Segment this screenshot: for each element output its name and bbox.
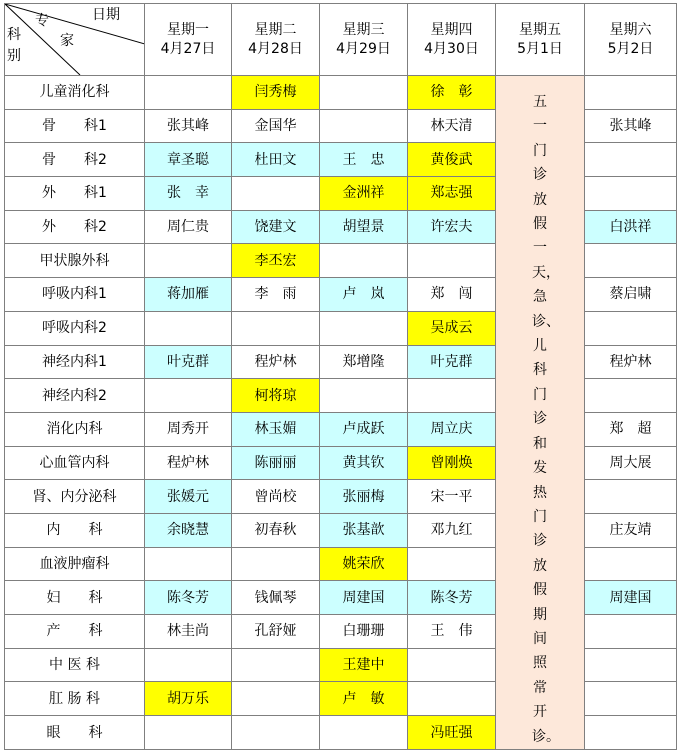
doctor-cell (145, 244, 232, 278)
doctor-cell (232, 716, 320, 750)
department-cell: 血液肿瘤科 (5, 547, 145, 581)
corner-expert-char1: 专 (35, 13, 49, 29)
doctor-cell (585, 143, 677, 177)
department-cell: 肛 肠 科 (5, 682, 145, 716)
doctor-cell (408, 244, 496, 278)
doctor-cell (320, 716, 408, 750)
doctor-cell (320, 109, 408, 143)
doctor-cell: 余晓慧 (145, 513, 232, 547)
date-label: 4月30日 (424, 40, 479, 57)
doctor-cell (585, 311, 677, 345)
doctor-cell: 孔舒娅 (232, 615, 320, 649)
doctor-cell: 初春秋 (232, 513, 320, 547)
doctor-cell: 王 忠 (320, 143, 408, 177)
doctor-cell: 林天清 (408, 109, 496, 143)
doctor-cell: 周建国 (585, 581, 677, 615)
doctor-cell: 王建中 (320, 648, 408, 682)
doctor-cell (145, 547, 232, 581)
department-cell: 骨 科1 (5, 109, 145, 143)
doctor-cell (585, 379, 677, 413)
corner-date-label: 日期 (92, 7, 120, 23)
doctor-cell: 柯将琼 (232, 379, 320, 413)
doctor-cell: 闫秀梅 (232, 76, 320, 110)
doctor-cell: 蔡启啸 (585, 278, 677, 312)
weekday-label: 星期六 (609, 21, 652, 38)
department-cell: 骨 科2 (5, 143, 145, 177)
doctor-cell (145, 379, 232, 413)
doctor-cell (320, 311, 408, 345)
weekday-label: 星期五 (519, 21, 561, 38)
day-header-6 (585, 4, 677, 76)
doctor-cell (145, 716, 232, 750)
corner-expert-char2: 家 (60, 33, 74, 49)
doctor-cell (585, 615, 677, 649)
doctor-cell: 程炉林 (585, 345, 677, 379)
doctor-cell: 胡万乐 (145, 682, 232, 716)
doctor-cell: 陈冬芳 (145, 581, 232, 615)
doctor-cell: 郑志强 (408, 177, 496, 211)
corner-subject-char2: 别 (7, 48, 21, 64)
doctor-cell: 章圣聪 (145, 143, 232, 177)
doctor-cell (408, 379, 496, 413)
doctor-cell: 金国华 (232, 109, 320, 143)
department-cell: 妇 科 (5, 581, 145, 615)
doctor-cell: 李 雨 (232, 278, 320, 312)
department-cell: 神经内科1 (5, 345, 145, 379)
doctor-cell: 郑 超 (585, 412, 677, 446)
doctor-cell (320, 76, 408, 110)
doctor-cell (585, 76, 677, 110)
department-cell: 中 医 科 (5, 648, 145, 682)
doctor-cell: 邓九红 (408, 513, 496, 547)
doctor-cell: 饶建文 (232, 210, 320, 244)
header-row (5, 4, 677, 76)
doctor-cell: 冯旺强 (408, 716, 496, 750)
doctor-cell: 张其峰 (145, 109, 232, 143)
doctor-cell: 曾尚校 (232, 480, 320, 514)
doctor-cell (408, 682, 496, 716)
doctor-cell: 郑增隆 (320, 345, 408, 379)
doctor-cell (232, 177, 320, 211)
doctor-cell (232, 682, 320, 716)
doctor-cell: 黄俊武 (408, 143, 496, 177)
date-label: 5月2日 (607, 40, 654, 57)
department-cell: 甲状腺外科 (5, 244, 145, 278)
department-cell: 心血管内科 (5, 446, 145, 480)
doctor-cell: 周仁贵 (145, 210, 232, 244)
doctor-cell: 张媛元 (145, 480, 232, 514)
doctor-cell: 陈冬芳 (408, 581, 496, 615)
doctor-cell (585, 480, 677, 514)
doctor-cell (320, 244, 408, 278)
doctor-cell: 宋一平 (408, 480, 496, 514)
date-label: 5月1日 (517, 40, 563, 57)
doctor-cell: 曾刚焕 (408, 446, 496, 480)
doctor-cell: 程炉林 (145, 446, 232, 480)
day-header-2 (232, 4, 320, 76)
weekday-label: 星期二 (254, 21, 297, 38)
doctor-cell: 郑 闯 (408, 278, 496, 312)
doctor-cell: 叶克群 (408, 345, 496, 379)
day-header-1 (145, 4, 232, 76)
friday-holiday-cell (496, 76, 585, 750)
doctor-cell: 许宏夫 (408, 210, 496, 244)
department-cell: 肾、内分泌科 (5, 480, 145, 514)
department-cell: 神经内科2 (5, 379, 145, 413)
department-cell: 儿童消化科 (5, 76, 145, 110)
department-cell: 内 科 (5, 513, 145, 547)
doctor-cell (408, 648, 496, 682)
doctor-cell: 白珊珊 (320, 615, 408, 649)
department-cell: 外 科1 (5, 177, 145, 211)
department-cell: 呼吸内科2 (5, 311, 145, 345)
schedule-body (5, 4, 677, 750)
doctor-cell: 林圭尚 (145, 615, 232, 649)
doctor-cell: 徐 彰 (408, 76, 496, 110)
doctor-cell: 周秀开 (145, 412, 232, 446)
doctor-cell: 张其峰 (585, 109, 677, 143)
doctor-cell: 周建国 (320, 581, 408, 615)
weekday-label: 星期三 (342, 21, 385, 38)
day-header-3 (320, 4, 408, 76)
doctor-cell: 张丽梅 (320, 480, 408, 514)
doctor-cell: 李丕宏 (232, 244, 320, 278)
doctor-cell: 胡望景 (320, 210, 408, 244)
doctor-cell (145, 76, 232, 110)
doctor-cell (585, 648, 677, 682)
doctor-cell: 林玉媚 (232, 412, 320, 446)
day-header-4 (408, 4, 496, 76)
doctor-cell: 张 幸 (145, 177, 232, 211)
doctor-cell: 钱佩琴 (232, 581, 320, 615)
doctor-cell: 庄友靖 (585, 513, 677, 547)
doctor-cell (585, 682, 677, 716)
doctor-cell: 吴成云 (408, 311, 496, 345)
department-cell: 产 科 (5, 615, 145, 649)
doctor-cell (408, 547, 496, 581)
doctor-cell: 张基歆 (320, 513, 408, 547)
doctor-cell (145, 311, 232, 345)
doctor-cell (232, 648, 320, 682)
department-cell: 消化内科 (5, 412, 145, 446)
table-row (5, 76, 677, 110)
clinic-schedule-table (4, 3, 677, 750)
corner-header-cell (5, 4, 145, 76)
day-header-5 (496, 4, 585, 76)
date-label: 4月29日 (336, 40, 391, 57)
doctor-cell (145, 648, 232, 682)
doctor-cell: 白洪祥 (585, 210, 677, 244)
doctor-cell: 卢 敏 (320, 682, 408, 716)
corner-subject-char1: 科 (7, 27, 21, 43)
doctor-cell (585, 716, 677, 750)
doctor-cell (585, 177, 677, 211)
weekday-label: 星期四 (430, 21, 473, 38)
department-cell: 呼吸内科1 (5, 278, 145, 312)
doctor-cell: 周立庆 (408, 412, 496, 446)
doctor-cell (320, 379, 408, 413)
doctor-cell: 陈丽丽 (232, 446, 320, 480)
date-label: 4月27日 (160, 40, 216, 57)
doctor-cell: 王 伟 (408, 615, 496, 649)
holiday-notice-text: 五一门诊放假一天，急诊、儿科门诊和发热门诊放假期间照常开诊。 (532, 94, 560, 745)
doctor-cell: 黄其钦 (320, 446, 408, 480)
doctor-cell (232, 547, 320, 581)
corner-diagonal-lines (5, 4, 145, 75)
doctor-cell (232, 311, 320, 345)
date-label: 4月28日 (248, 40, 303, 57)
doctor-cell (585, 244, 677, 278)
doctor-cell: 卢 岚 (320, 278, 408, 312)
department-cell: 外 科2 (5, 210, 145, 244)
doctor-cell: 叶克群 (145, 345, 232, 379)
doctor-cell: 周大展 (585, 446, 677, 480)
doctor-cell: 蒋加雁 (145, 278, 232, 312)
doctor-cell: 金洲祥 (320, 177, 408, 211)
department-cell: 眼 科 (5, 716, 145, 750)
doctor-cell: 杜田文 (232, 143, 320, 177)
doctor-cell: 卢成跃 (320, 412, 408, 446)
doctor-cell: 程炉林 (232, 345, 320, 379)
weekday-label: 星期一 (167, 21, 209, 38)
doctor-cell (585, 547, 677, 581)
doctor-cell: 姚荣欣 (320, 547, 408, 581)
